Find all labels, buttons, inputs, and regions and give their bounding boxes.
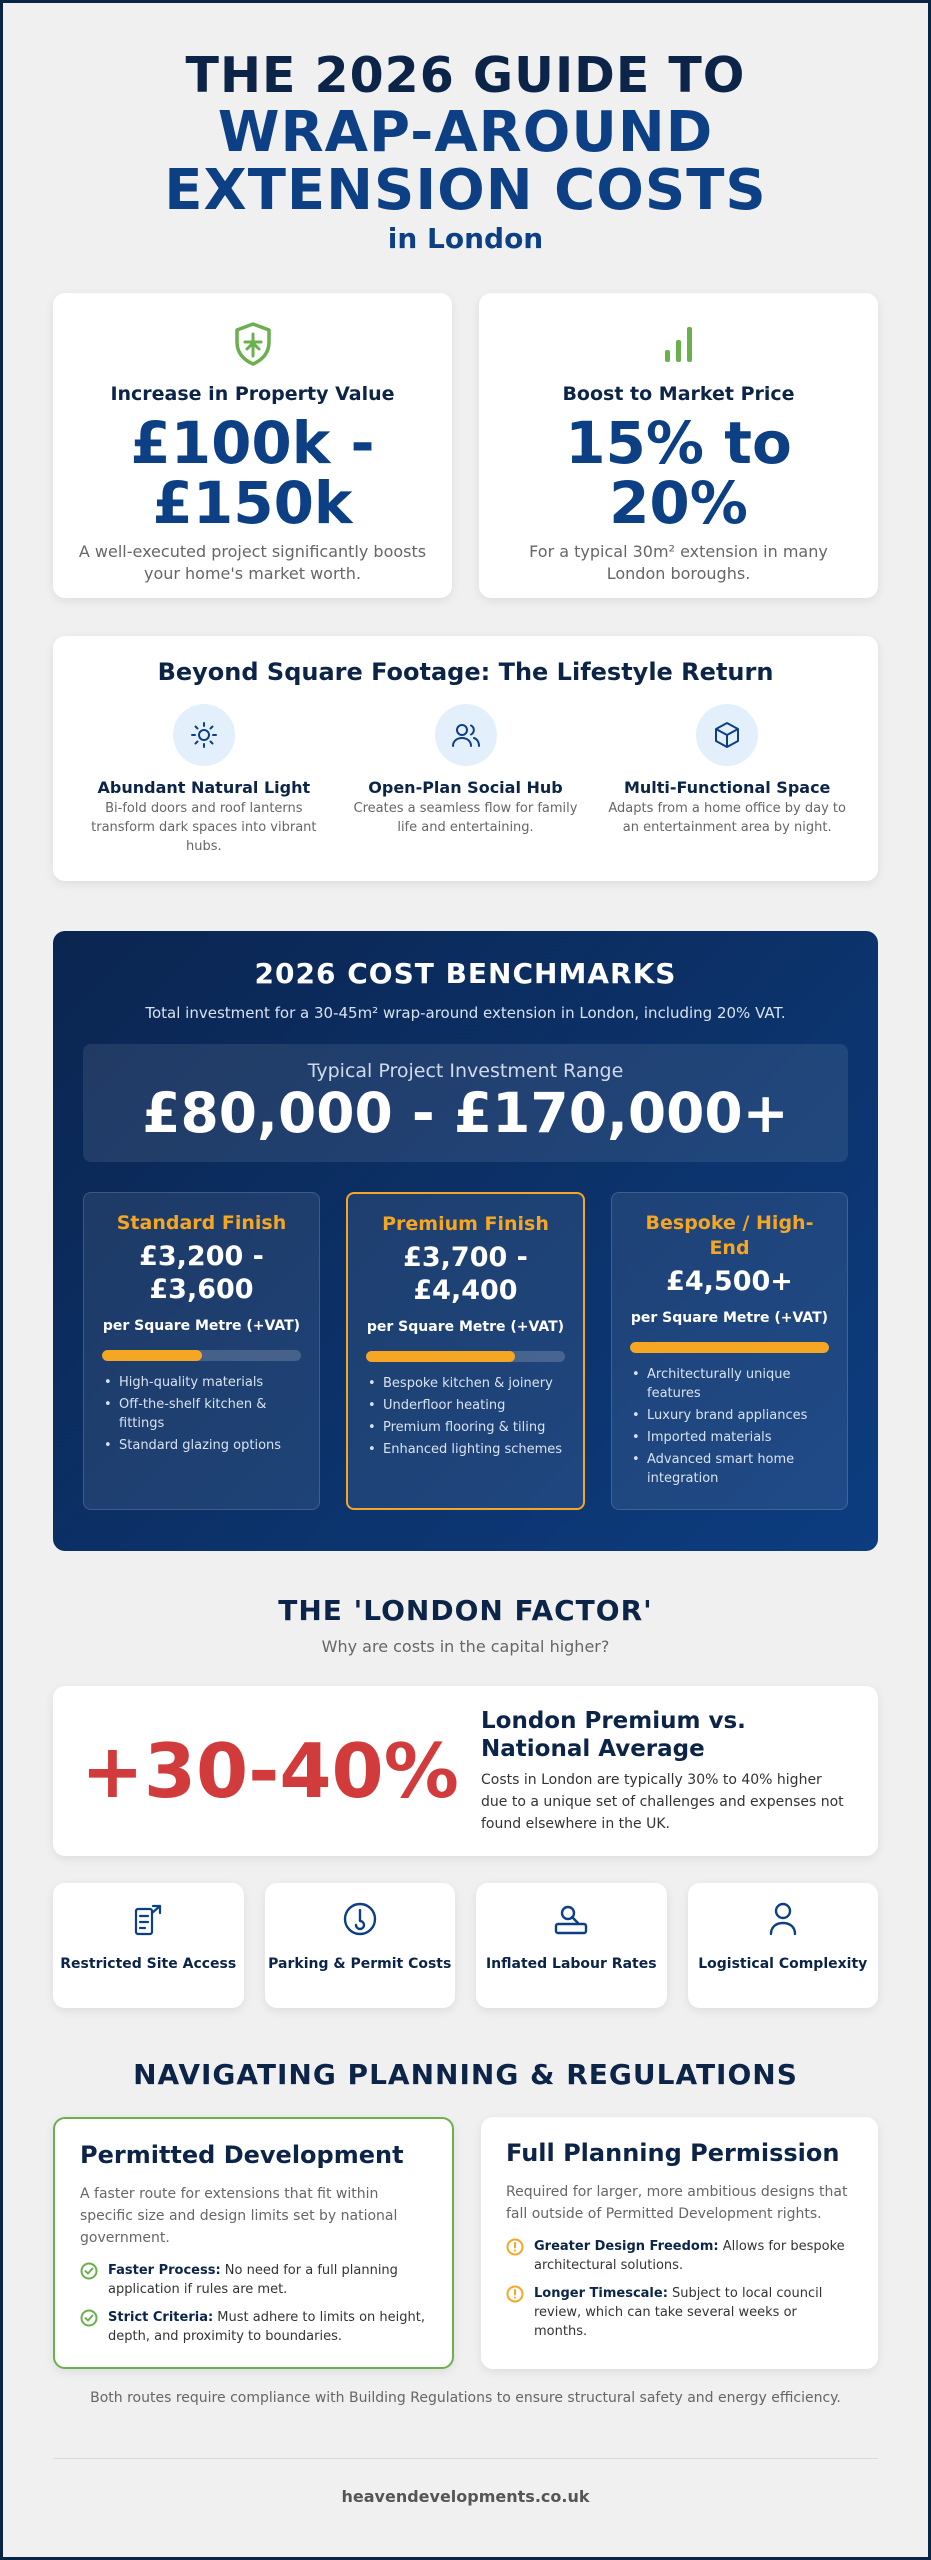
alert-circle-icon — [506, 2238, 524, 2256]
plan-point — [506, 2284, 853, 2341]
tier-price — [102, 1240, 301, 1306]
value-figure-line-2: £150k — [152, 469, 353, 537]
factor-label: Logistical Complexity — [698, 1956, 868, 1972]
tier-feature: • Imported materials — [630, 1428, 829, 1447]
plan-point — [80, 2308, 427, 2346]
london-factor-header — [53, 1594, 878, 1656]
lifestyle-title: Beyond Square Footage: The Lifestyle Return — [157, 658, 774, 686]
london-premium-value: +30-40% — [81, 1727, 459, 1815]
title-line-1: THE 2026 GUIDE TO — [185, 47, 746, 104]
factor-labour — [476, 1883, 667, 2008]
tier-name-line-1: Premium Finish — [382, 1213, 549, 1235]
benchmarks-title: 2026 COST BENCHMARKS — [254, 957, 677, 990]
tier-features — [102, 1373, 301, 1455]
market-price-card — [479, 293, 878, 598]
value-figure-line-1: 15% to — [565, 409, 792, 477]
tier-name — [630, 1211, 829, 1261]
london-premium-title: London Premium vs. National Average — [481, 1708, 746, 1762]
page-header — [53, 48, 878, 256]
value-card-title: Increase in Property Value — [110, 383, 395, 405]
london-factor-title: THE 'LONDON FACTOR' — [278, 1594, 653, 1627]
full-planning-card — [481, 2117, 878, 2369]
value-card-desc: A well-executed project significantly boosts your home's market worth. — [78, 542, 427, 583]
property-value-card — [53, 293, 452, 598]
investment-range-label: Typical Project Investment Range — [307, 1060, 624, 1082]
tier-name — [102, 1211, 301, 1236]
value-card-figure — [77, 409, 428, 537]
plan-card-title: Full Planning Permission — [506, 2139, 840, 2167]
tier-level-fill — [102, 1350, 202, 1361]
sun-icon — [173, 704, 235, 766]
lifestyle-section — [53, 636, 878, 881]
bar-chart-icon — [503, 319, 854, 369]
plan-point-bold: Faster Process: — [108, 2263, 221, 2278]
tier-premium — [346, 1192, 585, 1510]
tier-price-line-2: £3,600 — [149, 1274, 254, 1305]
tier-name-line-1: Bespoke / High- — [645, 1212, 814, 1234]
tier-feature: • Standard glazing options — [102, 1436, 301, 1455]
tier-feature: • Off-the-shelf kitchen & fittings — [102, 1395, 301, 1433]
tier-level-bar — [102, 1350, 301, 1361]
tier-name-line-1: Standard Finish — [116, 1212, 287, 1234]
value-figure-line-1: £100k - — [130, 409, 375, 477]
plan-point — [80, 2261, 427, 2299]
plan-point — [506, 2237, 853, 2275]
tier-price — [630, 1265, 829, 1298]
factor-label: Restricted Site Access — [60, 1956, 237, 1972]
tier-unit: per Square Metre (+VAT) — [366, 1319, 565, 1335]
plan-card-desc: Required for larger, more ambitious designs that fall outside of Permitted Development rights. — [506, 2184, 848, 2222]
planning-title: NAVIGATING PLANNING & REGULATIONS — [133, 2058, 798, 2091]
london-factors — [53, 1883, 878, 2008]
tier-price-line-2: £4,400 — [413, 1275, 518, 1306]
planning-cards — [53, 2117, 878, 2369]
london-premium-card — [53, 1686, 878, 1856]
tier-price — [366, 1241, 565, 1307]
plan-card-title: Permitted Development — [80, 2141, 404, 2169]
title-location: in London — [387, 222, 544, 255]
tier-standard — [83, 1192, 320, 1510]
tier-feature: • Advanced smart home integration — [630, 1450, 829, 1488]
tier-price-line-1: £3,700 - — [403, 1242, 528, 1273]
tier-name-line-2: End — [709, 1237, 750, 1259]
lifestyle-item — [73, 704, 335, 856]
lifestyle-item-desc: Bi-fold doors and roof lanterns transform dark spaces into vibrant hubs. — [91, 801, 317, 854]
plan-point-bold: Strict Criteria: — [108, 2310, 214, 2325]
box-icon — [696, 704, 758, 766]
users-icon — [435, 704, 497, 766]
labour-icon — [476, 1899, 667, 1939]
london-premium-desc: Costs in London are typically 30% to 40% higher due to a unique set of challenges and expenses not found elsewhere in the UK. — [481, 1772, 844, 1832]
lifestyle-item-desc: Creates a seamless flow for family life and entertaining. — [353, 801, 578, 835]
tier-unit: per Square Metre (+VAT) — [630, 1310, 829, 1326]
tier-features — [630, 1365, 829, 1488]
london-factor-subtitle: Why are costs in the capital higher? — [321, 1637, 610, 1656]
value-figure-line-2: 20% — [609, 469, 748, 537]
factor-site-access — [53, 1883, 244, 2008]
tier-feature: • Architecturally unique features — [630, 1365, 829, 1403]
tier-feature: • Premium flooring & tiling — [366, 1418, 565, 1437]
tier-bespoke — [611, 1192, 848, 1510]
tier-unit: per Square Metre (+VAT) — [102, 1318, 301, 1334]
footer-divider — [53, 2458, 878, 2459]
shield-icon — [77, 319, 428, 369]
alert-circle-icon — [506, 2285, 524, 2303]
planning-note: Both routes require compliance with Building Regulations to ensure structural safety and energy efficiency. — [90, 2390, 841, 2406]
tier-feature: • High-quality materials — [102, 1373, 301, 1392]
tier-feature: • Enhanced lighting schemes — [366, 1440, 565, 1459]
plan-point-text: Allows for bespoke architectural solutions. — [534, 2239, 845, 2273]
value-card-title: Boost to Market Price — [562, 383, 795, 405]
tier-level-fill — [630, 1342, 829, 1353]
tier-name — [366, 1212, 565, 1237]
lifestyle-item — [335, 704, 597, 856]
lifestyle-item-name: Open-Plan Social Hub — [368, 778, 563, 797]
tier-features — [366, 1374, 565, 1459]
title-line-3: EXTENSION COSTS — [164, 158, 767, 223]
check-circle-icon — [80, 2309, 98, 2327]
permitted-development-card — [53, 2117, 454, 2369]
lifestyle-item — [596, 704, 858, 856]
parking-permit-icon — [265, 1899, 456, 1939]
tier-feature: • Bespoke kitchen & joinery — [366, 1374, 565, 1393]
tier-level-bar — [630, 1342, 829, 1353]
value-card-figure — [503, 409, 854, 537]
cost-benchmarks-section — [53, 931, 878, 1551]
plan-card-desc: A faster route for extensions that fit within specific size and design limits set by national government. — [80, 2186, 398, 2246]
tier-price-line-1: £4,500+ — [666, 1266, 793, 1297]
plan-point-bold: Greater Design Freedom: — [534, 2239, 719, 2254]
value-card-desc: For a typical 30m² extension in many London boroughs. — [529, 542, 828, 583]
benchmarks-subtitle: Total investment for a 30-45m² wrap-around extension in London, including 20% VAT. — [145, 1004, 786, 1022]
factor-logistics — [688, 1883, 879, 2008]
factor-label: Parking & Permit Costs — [268, 1956, 452, 1972]
check-circle-icon — [80, 2262, 98, 2280]
factor-parking — [265, 1883, 456, 2008]
investment-range — [83, 1044, 848, 1162]
value-cards — [53, 293, 878, 598]
tier-level-fill — [366, 1351, 515, 1362]
plan-point-text: No need for a full planning application if rules are met. — [108, 2263, 398, 2297]
title-line-2: WRAP-AROUND — [217, 100, 714, 165]
lifestyle-item-name: Abundant Natural Light — [97, 778, 311, 797]
plan-point-text: Subject to local council review, which can take several weeks or months. — [534, 2286, 823, 2339]
lifestyle-item-name: Multi-Functional Space — [623, 778, 831, 797]
tier-feature: • Underfloor heating — [366, 1396, 565, 1415]
plan-point-bold: Longer Timescale: — [534, 2286, 668, 2301]
footer-website-link[interactable]: heavendevelopments.co.uk — [341, 2487, 590, 2506]
site-access-icon — [53, 1899, 244, 1939]
lifestyle-item-desc: Adapts from a home office by day to an entertainment area by night. — [608, 801, 846, 835]
person-icon — [688, 1899, 879, 1939]
finish-tiers — [83, 1192, 848, 1510]
tier-level-bar — [366, 1351, 565, 1362]
tier-price-line-1: £3,200 - — [139, 1241, 264, 1272]
plan-point-text: Must adhere to limits on height, depth, and proximity to boundaries. — [108, 2310, 425, 2344]
investment-range-value: £80,000 - £170,000+ — [142, 1081, 789, 1145]
tier-feature: • Luxury brand appliances — [630, 1406, 829, 1425]
factor-label: Inflated Labour Rates — [485, 1956, 657, 1972]
